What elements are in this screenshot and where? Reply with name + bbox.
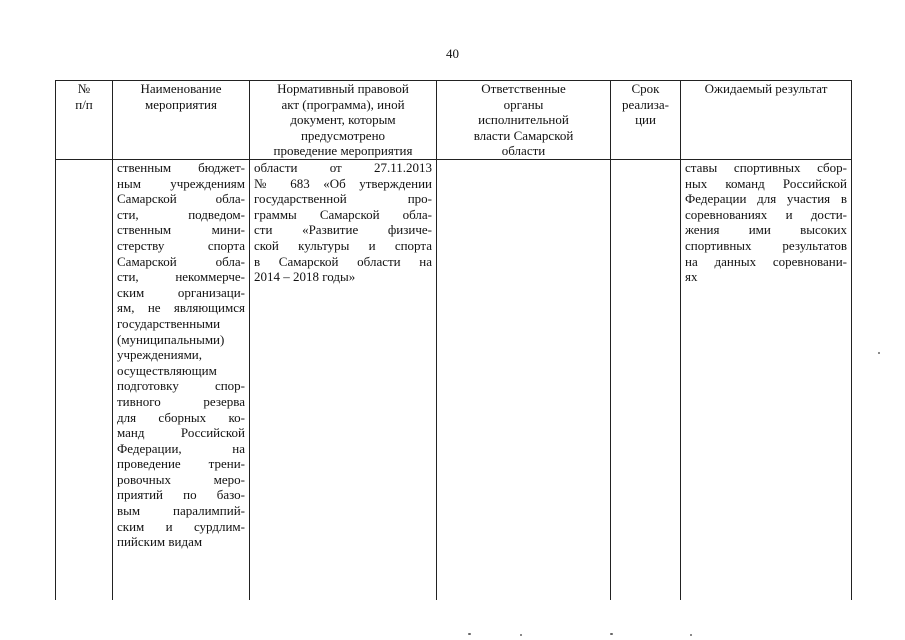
text-line: учреждениями, bbox=[117, 347, 203, 363]
text-line: для сборных ко- bbox=[117, 409, 245, 425]
text-line: сти «Развитие физиче- bbox=[254, 222, 432, 238]
text-line: Ответственные bbox=[481, 81, 566, 96]
text-line: области от 27.11.2013 bbox=[254, 160, 432, 175]
scan-speck bbox=[878, 352, 880, 354]
text-line: власти Самарской bbox=[473, 127, 574, 143]
text-line: государственными bbox=[117, 315, 221, 331]
text-line: соревнованиях и дости- bbox=[685, 206, 847, 222]
text-line: граммы Самарской обла- bbox=[254, 206, 432, 222]
scan-speck bbox=[690, 634, 692, 636]
text-line: мероприятия bbox=[144, 96, 217, 112]
text-line: пийским видам bbox=[117, 534, 203, 550]
text-line: ственным бюджет- bbox=[117, 160, 245, 175]
text-line: Федерации для участия в bbox=[685, 191, 847, 207]
header-org bbox=[437, 81, 611, 160]
text-line: Федерации, на bbox=[117, 440, 245, 456]
table-row bbox=[56, 160, 852, 601]
text-line: ным учреждениям bbox=[117, 175, 245, 191]
text-line: документ, которым bbox=[290, 112, 396, 128]
text-line: № bbox=[77, 81, 91, 96]
text-line: жения ими высоких bbox=[685, 222, 847, 238]
header-term bbox=[611, 81, 681, 160]
text-line: Нормативный правовой bbox=[277, 81, 409, 96]
header-name bbox=[113, 81, 250, 160]
text-line: Срок bbox=[631, 81, 660, 96]
text-line: ственным мини- bbox=[117, 222, 245, 238]
table bbox=[55, 80, 852, 600]
text-line: подготовку спор- bbox=[117, 378, 245, 394]
text-line: тивного резерва bbox=[117, 393, 245, 409]
text-line: осуществляющим bbox=[117, 362, 217, 378]
text-line: ским организаци- bbox=[117, 284, 245, 300]
text-line: ской культуры и спорта bbox=[254, 237, 432, 253]
cell-num bbox=[56, 160, 113, 601]
text-line: проведение трени- bbox=[117, 456, 245, 472]
cell-org bbox=[437, 160, 611, 601]
scan-speck bbox=[520, 634, 522, 636]
cell-act bbox=[250, 160, 437, 601]
text-line: вым паралимпий- bbox=[117, 503, 245, 519]
text-line: акт (программа), иной bbox=[281, 96, 405, 112]
measures-table bbox=[55, 80, 849, 600]
text-line: ных команд Российской bbox=[685, 175, 847, 191]
text-line: на данных соревновани- bbox=[685, 253, 847, 269]
text-line: органы bbox=[503, 96, 544, 112]
text-line: области bbox=[501, 143, 546, 159]
text-line: (муниципальными) bbox=[117, 331, 225, 347]
cell-term bbox=[611, 160, 681, 601]
text-line: приятий по базо- bbox=[117, 487, 245, 503]
text-line: сти, некоммерче- bbox=[117, 269, 245, 285]
header-result bbox=[681, 81, 852, 160]
scan-speck bbox=[610, 633, 613, 635]
page-number: 40 bbox=[446, 46, 459, 61]
header-num bbox=[56, 81, 113, 160]
text-line: манд Российской bbox=[117, 425, 245, 441]
text-line: ям, не являющимся bbox=[117, 300, 245, 316]
text-line: предусмотрено bbox=[300, 127, 386, 143]
cell-result bbox=[681, 160, 852, 601]
text-line: п/п bbox=[75, 96, 93, 112]
scan-speck bbox=[468, 633, 471, 635]
text-line: ским и сурдлим- bbox=[117, 518, 245, 534]
text-line: ции bbox=[635, 112, 656, 128]
text-line: стерству спорта bbox=[117, 237, 245, 253]
text-line: ставы спортивных сбор- bbox=[685, 160, 847, 175]
text-line: 2014 – 2018 годы» bbox=[254, 269, 356, 285]
text-line: сти, подведом- bbox=[117, 206, 245, 222]
text-line: ях bbox=[685, 269, 698, 285]
cell-name bbox=[113, 160, 250, 601]
text-line: Наименование bbox=[140, 81, 222, 96]
text-line: Самарской обла- bbox=[117, 253, 245, 269]
text-line: спортивных результатов bbox=[685, 237, 847, 253]
text-line: реализа- bbox=[622, 96, 669, 112]
text-line: в Самарской области на bbox=[254, 253, 432, 269]
text-line: проведение мероприятия bbox=[273, 143, 413, 159]
header-act bbox=[250, 81, 437, 160]
text-line: Ожидаемый результат bbox=[704, 81, 828, 96]
text-line: ровочных меро- bbox=[117, 471, 245, 487]
table-header-row bbox=[56, 81, 852, 160]
text-line: Самарской обла- bbox=[117, 191, 245, 207]
text-line: исполнительной bbox=[478, 112, 569, 128]
text-line: № 683 «Об утверждении bbox=[254, 175, 432, 191]
text-line: государственной про- bbox=[254, 191, 432, 207]
